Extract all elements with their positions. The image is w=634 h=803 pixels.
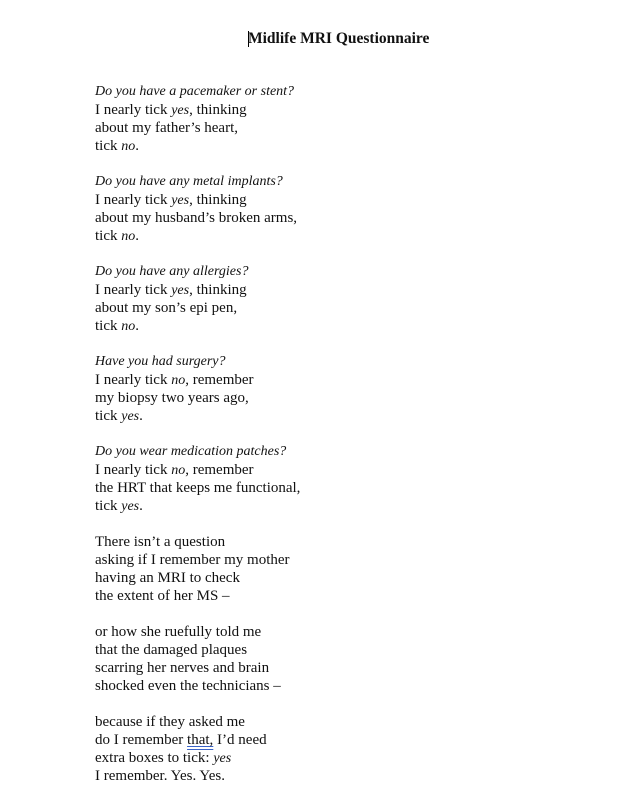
question-line: Do you wear medication patches? (95, 444, 287, 459)
poem-line: I remember. Yes. Yes. (95, 768, 226, 784)
poem-line: I nearly tick yes, thinking (95, 102, 247, 118)
poem-line: I nearly tick no, remember (95, 462, 254, 478)
stanza (95, 353, 495, 425)
poem-line: having an MRI to check (95, 570, 240, 586)
poem-line: I nearly tick yes, thinking (95, 282, 247, 298)
question-line: Do you have any allergies? (95, 264, 249, 279)
poem-line: I nearly tick yes, thinking (95, 192, 247, 208)
poem-line: asking if I remember my mother (95, 552, 290, 568)
poem-line: tick yes. (95, 498, 143, 514)
poem-line: that the damaged plaques (95, 642, 248, 658)
poem-line: or how she ruefully told me (95, 624, 262, 640)
question-line: Do you have a pacemaker or stent? (95, 84, 295, 99)
stanza (95, 263, 495, 335)
poem-line: tick no. (95, 138, 139, 154)
stanza (95, 173, 495, 245)
stanza (95, 623, 495, 695)
poem-line: because if they asked me (95, 714, 245, 730)
stanza (95, 83, 495, 155)
poem-line: tick no. (95, 318, 139, 334)
poem-line: about my husband’s broken arms, (95, 210, 298, 226)
question-line: Do you have any metal implants? (95, 174, 283, 189)
poem-line: the HRT that keeps me functional, (95, 480, 301, 496)
poem-line: about my father’s heart, (95, 120, 239, 136)
poem-line: do I remember that, I’d need (95, 732, 267, 748)
poem-body (95, 83, 495, 785)
stanza (95, 443, 495, 515)
question-line: Have you had surgery? (95, 354, 226, 369)
poem-line: I nearly tick no, remember (95, 372, 254, 388)
grammar-flagged-word[interactable]: that, (187, 732, 214, 748)
poem-line: my biopsy two years ago, (95, 390, 249, 406)
stanza (95, 533, 495, 605)
stanza (95, 713, 495, 785)
poem-line: tick yes. (95, 408, 143, 424)
poem-line: scarring her nerves and brain (95, 660, 270, 676)
poem-line: There isn’t a question (95, 534, 226, 550)
poem-line: tick no. (95, 228, 139, 244)
poem-line: about my son’s epi pen, (95, 300, 238, 316)
poem-line: extra boxes to tick: yes (95, 750, 232, 766)
poem-title: Midlife MRI Questionnaire (248, 30, 430, 47)
poem-line: shocked even the technicians – (95, 678, 281, 694)
poem-line: the extent of her MS – (95, 588, 230, 604)
